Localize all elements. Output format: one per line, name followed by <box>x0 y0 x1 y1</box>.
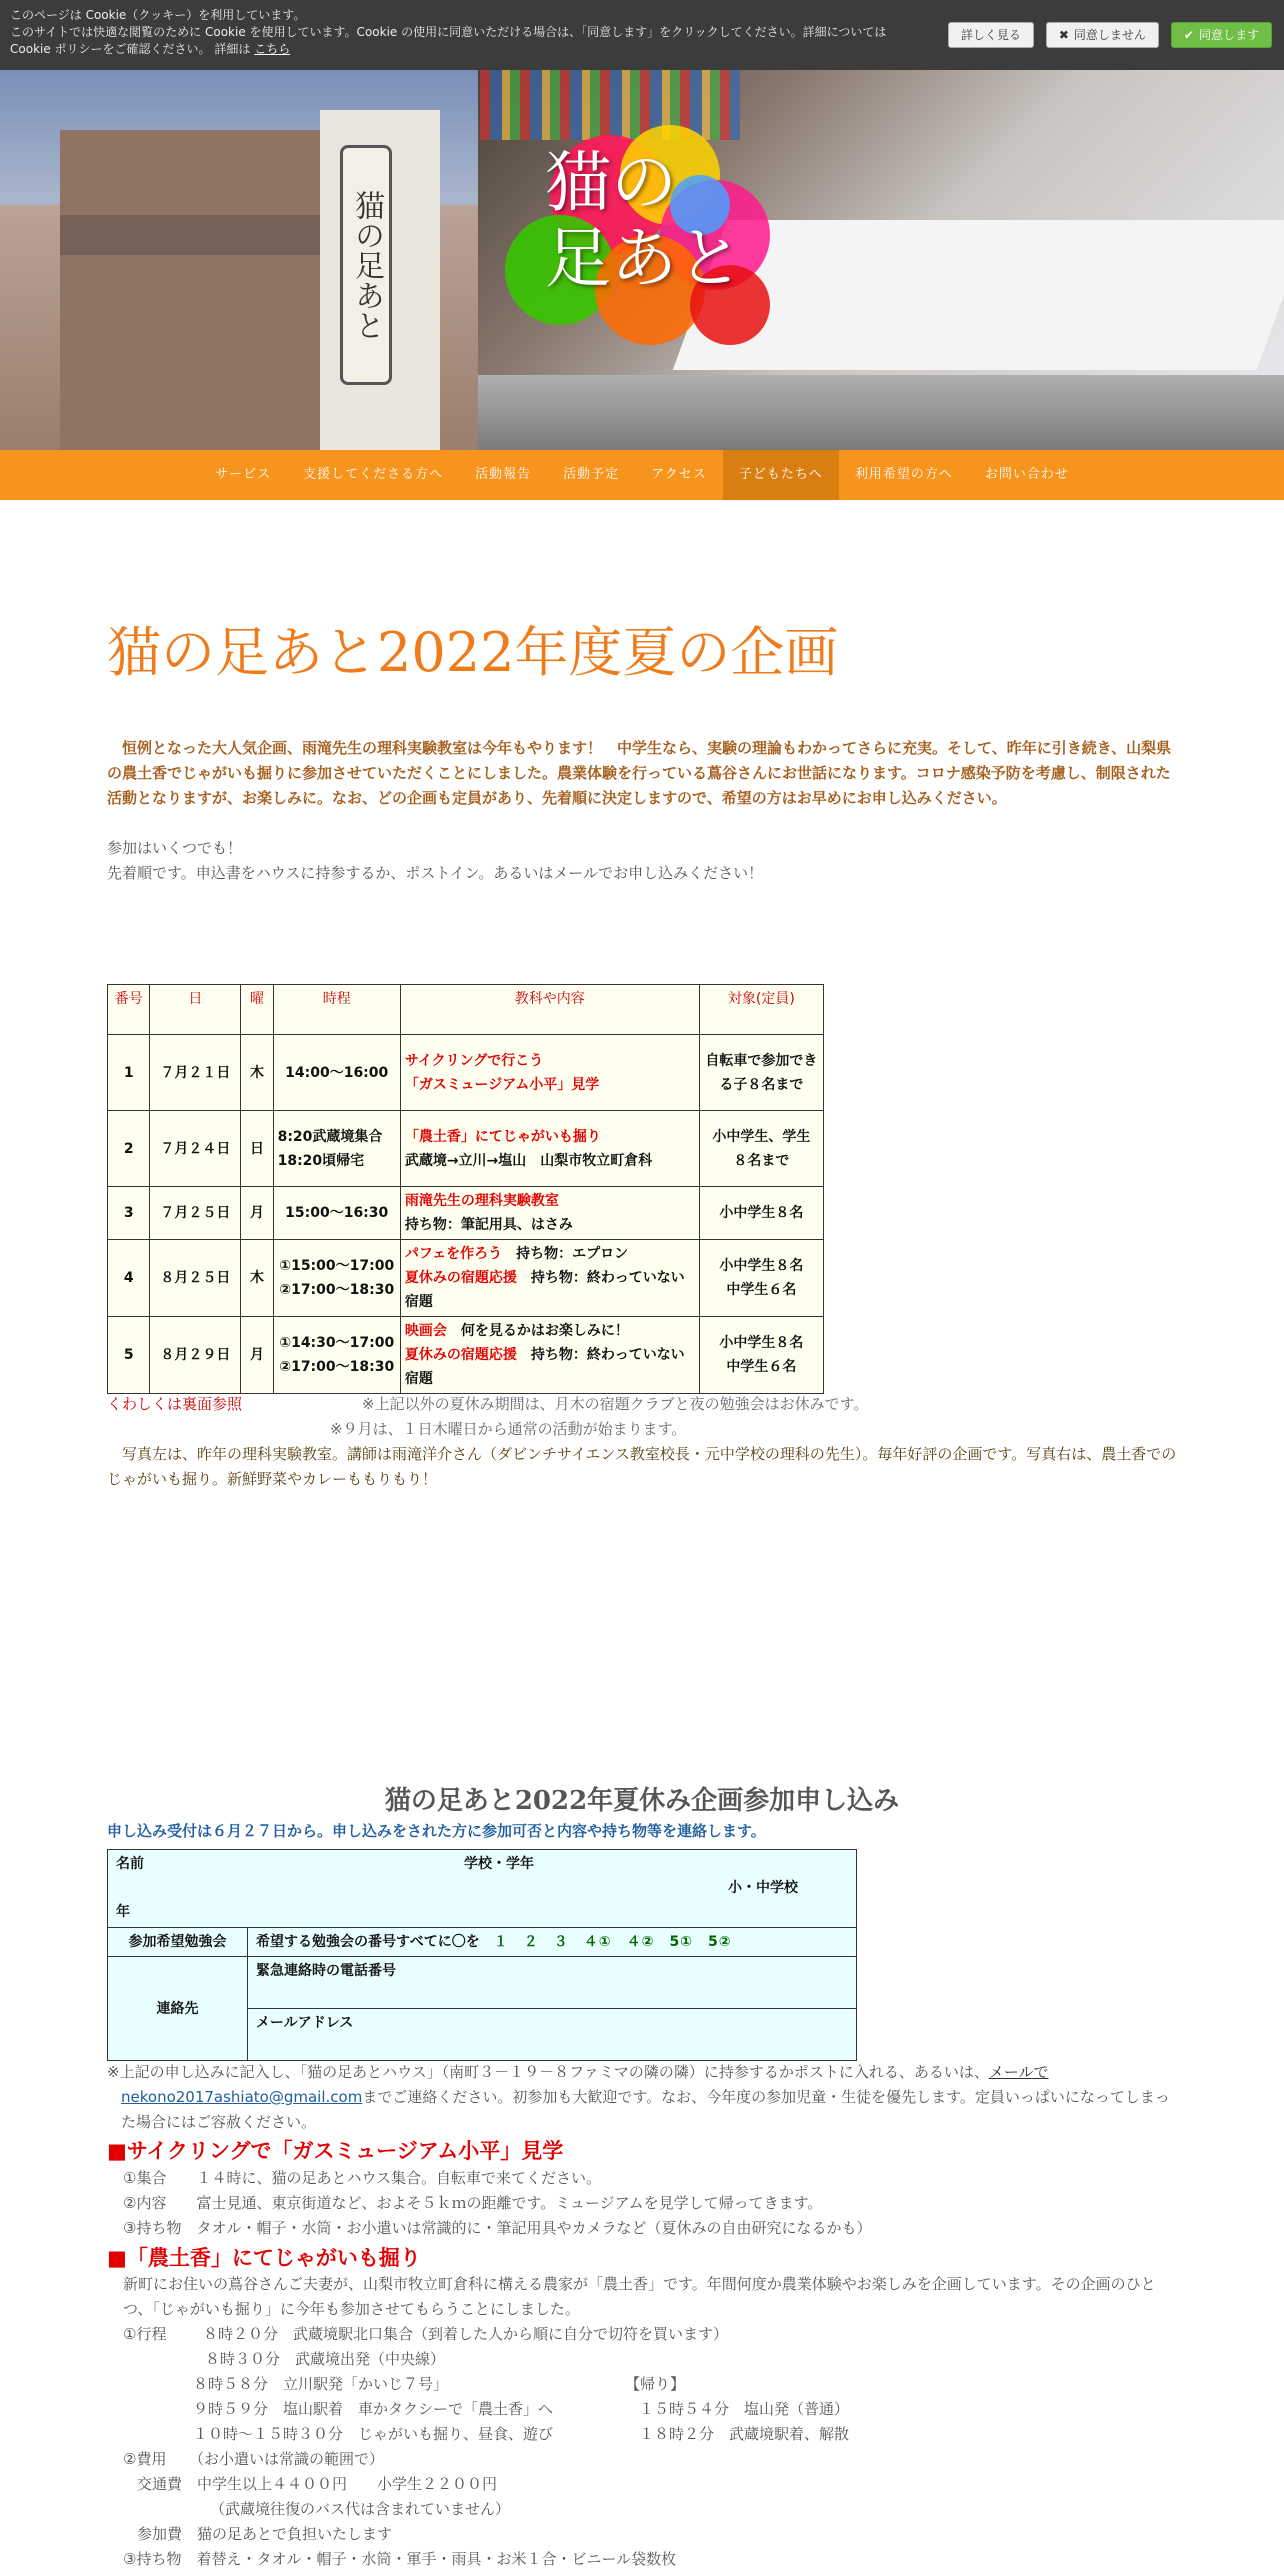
row-time-2: ②17:00～18:30 <box>279 1282 395 1298</box>
nav-item-reports[interactable]: 活動報告 <box>475 467 532 482</box>
row-time <box>273 1317 400 1394</box>
nav-item-schedule[interactable]: 活動予定 <box>563 467 620 482</box>
page-title: 猫の足あと2022年度夏の企画 <box>107 621 839 684</box>
row-time-1: 8:20武蔵境集合 <box>277 1128 383 1145</box>
row-content-title-2: 夏休みの宿題応援 <box>404 1270 517 1286</box>
row-date: ７月２５日 <box>150 1187 241 1240</box>
row-dow: 月 <box>241 1317 273 1394</box>
form-row-phone <box>108 1957 857 2009</box>
cost-3: 参加費 猫の足あとで負担いたします <box>137 2525 393 2543</box>
email-link-text[interactable]: メールで <box>988 2063 1049 2081</box>
row-no: 5 <box>108 1317 150 1394</box>
row-date: ８月２５日 <box>150 1240 241 1317</box>
form-name-cell[interactable] <box>108 1850 857 1928</box>
cookie-line2: このサイトでは快適な閲覧のために Cookie を使用しています。Cookie の使用に同意いただける場合は、「同意します」をクリックしてください。詳細については Cookie ポリシーをご確認ください。 詳細は <box>10 25 887 56</box>
form-name-label: 名前 <box>116 1856 144 1872</box>
row-content <box>400 1111 699 1187</box>
row-content <box>400 1317 699 1394</box>
col-header-target: 対象(定員) <box>699 985 823 1035</box>
col-header-time: 時程 <box>273 985 400 1035</box>
intro-paragraph: 恒例となった大人気企画、雨滝先生の理科実験教室は今年もやります！ 中学生なら、実験の理論もわかってさらに充実。そして、昨年に引き続き、山梨県の農土香でじゃがいも掘りに参加させていただくことにしました。農業体験を行っている蔦谷さんにお世話になります。コロナ感染予防を考慮し、制限された活動となりますが、お楽しみに。なお、どの企画も定員があり、先着順に決定しますので、希望の方はお早めにお申し込みください。 <box>107 739 1172 807</box>
table-row <box>108 1317 824 1394</box>
row-target: 自転車で参加できる子８名まで <box>699 1035 823 1111</box>
intro-line-2: 先着順です。申込書をハウスに持参するか、ポストイン。あるいはメールでお申し込みください！ <box>107 864 764 882</box>
row-time-1: 15:00～16:30 <box>285 1205 389 1221</box>
cookie-decline-label: 同意しません <box>1073 28 1146 42</box>
row-content-title: 雨滝先生の理科実験教室 <box>404 1193 559 1209</box>
row-content-title: 映画会 <box>404 1323 447 1339</box>
row-content-detail: 武蔵境→立川→塩山 山梨市牧立町倉科 <box>404 1152 653 1169</box>
intro-line-1: 参加はいくつでも！ <box>107 839 243 857</box>
nav-item-access[interactable]: アクセス <box>651 467 707 482</box>
row-time <box>273 1187 400 1240</box>
cookie-more-button[interactable] <box>948 22 1034 48</box>
form-wish-label: 参加希望勉強会 <box>108 1928 248 1957</box>
row-content <box>400 1035 699 1111</box>
col-header-dow: 曜 <box>241 985 273 1035</box>
row-content-title: パフェを作ろう <box>404 1246 503 1262</box>
cookie-banner <box>0 0 1284 70</box>
table-row <box>108 1111 824 1187</box>
row-target <box>699 1317 823 1394</box>
return-1: １５時５４分 塩山発（普通） <box>639 2400 850 2418</box>
form-year-label: 年 <box>116 1904 130 1920</box>
nav-item-services[interactable]: サービス <box>215 467 272 482</box>
cookie-line1: このページは Cookie（クッキー）を利用しています。 <box>10 8 306 22</box>
summer-note-2: ※９月は、１日木曜日から通常の活動が始まります。 <box>330 1420 687 1438</box>
return-label: 【帰り】 <box>625 2375 686 2393</box>
row-dow: 月 <box>241 1187 273 1240</box>
form-note: 申し込み受付は６月２７日から。申し込みをされた方に参加可否と内容や持ち物等を連絡します。 <box>107 1822 766 1840</box>
nav-item-contact[interactable]: お問い合わせ <box>984 467 1069 482</box>
row-target: 小中学生８名 <box>699 1187 823 1240</box>
nav-item-supporters[interactable]: 支援してくださる方へ <box>303 467 444 482</box>
row-no: 4 <box>108 1240 150 1317</box>
itinerary-5: １０時～１５時３０分 じゃがいも掘り、昼食、遊び <box>193 2425 554 2443</box>
potato-intro: 新町にお住いの蔦谷さんご夫妻が、山梨市牧立町倉科に構える農家が「農土香」です。年間何度か農業体験やお楽しみを企画しています。その企画のひとつ、「じゃがいも掘り」に今年も参加させてもらうことにしました。 <box>123 2275 1156 2318</box>
row-time-1: ①14:30～17:00 <box>279 1335 395 1351</box>
email-address-link[interactable]: nekono2017ashiato@gmail.com <box>121 2088 363 2106</box>
row-time <box>273 1035 400 1111</box>
return-2: １８時２分 武蔵境駅着、解散 <box>639 2425 850 2443</box>
itinerary-label: ①行程 <box>123 2325 167 2343</box>
itinerary-2: ８時３０分 武蔵境出発（中央線） <box>205 2350 446 2368</box>
form-email-cell[interactable] <box>248 2009 857 2061</box>
row-target <box>699 1111 823 1187</box>
cookie-more-label: 詳しく見る <box>960 28 1021 42</box>
row-content-detail-2: 持ち物：終わっていない宿題 <box>404 1347 685 1387</box>
row-time-2: ②17:00～18:30 <box>279 1359 395 1375</box>
building-sign: 猫の足あと <box>340 145 392 385</box>
row-target-2: 中学生６名 <box>726 1359 797 1375</box>
row-content-title: 「農土香」にてじゃがいも掘り <box>404 1128 601 1145</box>
cookie-accept-label: 同意します <box>1198 28 1259 42</box>
row-target <box>699 1240 823 1317</box>
items-line: ③持ち物 着替え・タオル・帽子・水筒・軍手・雨具・お米１合・ビニール袋数枚 <box>123 2550 677 2568</box>
row-content-detail: 何を見るかはお楽しみに！ <box>446 1323 629 1339</box>
submit-note <box>107 2060 1182 2135</box>
application-form-table <box>107 1849 857 2061</box>
row-time-2: 18:20頃帰宅 <box>277 1152 365 1169</box>
row-target-1: 小中学生８名 <box>719 1335 804 1351</box>
form-wish-numbers: １ ２ ３ ４① ４② 5① 5② <box>493 1934 732 1950</box>
check-icon: ✔ <box>1183 28 1194 42</box>
row-content-detail: 持ち物：筆記用具、はさみ <box>404 1217 573 1233</box>
cookie-accept-button[interactable] <box>1171 22 1272 48</box>
table-row <box>108 1240 824 1317</box>
col-header-date: 日 <box>150 985 241 1035</box>
row-dow: 木 <box>241 1035 273 1111</box>
form-phone-label: 緊急連絡時の電話番号 <box>256 1963 396 1979</box>
cycling-line-1: ①集合 １４時に、猫の足あとハウス集合。自転車で来てください。 <box>123 2169 602 2187</box>
schedule-table <box>107 984 824 1394</box>
nav-item-users[interactable]: 利用希望の方へ <box>854 467 953 482</box>
cost-1: 交通費 中学生以上４４００円 小学生２２００円 <box>137 2475 498 2493</box>
itinerary-3: ８時５８分 立川駅発「かいじ７号」 <box>193 2375 449 2393</box>
schedule-header-row <box>108 985 824 1035</box>
row-dow: 日 <box>241 1111 273 1187</box>
cycling-line-2: ②内容 富士見通、東京街道など、およそ５ｋｍの距離です。ミュージアムを見学して帰ってきます。 <box>123 2194 823 2212</box>
row-content-detail: 持ち物：エプロン <box>502 1246 629 1262</box>
main-navigation <box>0 450 1284 500</box>
row-target-1: 小中学生８名 <box>719 1258 804 1274</box>
row-target-2: ８名まで <box>733 1152 790 1169</box>
form-row-wish <box>108 1928 857 1957</box>
row-no: 2 <box>108 1111 150 1187</box>
col-header-no: 番号 <box>108 985 150 1035</box>
table-row <box>108 1035 824 1111</box>
row-content <box>400 1240 699 1317</box>
header-banner <box>0 70 1284 450</box>
form-wish-text: 希望する勉強会の番号すべてに〇を <box>256 1934 480 1950</box>
row-content-title: サイクリングで行こう <box>404 1052 544 1069</box>
close-icon: ✖ <box>1058 28 1069 42</box>
floor-cat-photo <box>478 375 1284 450</box>
submit-note-b: までご連絡ください。初参加も大歓迎です。なお、今年度の参加児童・生徒を優先します。定員いっぱいになってしまった場合にはご容赦ください。 <box>121 2088 1170 2131</box>
summer-note-1: ※上記以外の夏休み期間は、月木の宿題クラブと夜の勉強会はお休みです。 <box>362 1395 869 1413</box>
back-page-note: くわしくは裏面参照 <box>107 1395 243 1413</box>
potato-heading: ■「農土香」にてじゃがいも掘り <box>107 2246 421 2270</box>
row-content <box>400 1187 699 1240</box>
cost-2: （武蔵境往復のバス代は含まれていません） <box>210 2500 511 2518</box>
row-no: 3 <box>108 1187 150 1240</box>
building-photo <box>0 70 478 450</box>
cost-label: ②費用 （お小遣いは常識の範囲で） <box>123 2450 384 2468</box>
cookie-text <box>10 7 930 58</box>
submit-note-a: ※上記の申し込みに記入し、「猫の足あとハウス」（南町３－１９－８ファミマの隣の隣）に持参するかポストに入れる、あるいは、 <box>107 2063 989 2081</box>
row-date: ７月２４日 <box>150 1111 241 1187</box>
row-target-1: 小中学生、学生 <box>712 1128 811 1145</box>
itinerary-4: ９時５９分 塩山駅着 車かタクシーで「農土香」へ <box>193 2400 554 2418</box>
photo-note: 写真左は、昨年の理科実験教室。講師は雨滝洋介さん（ダビンチサイエンス教室校長・元中学校の理科の先生）。毎年好評の企画です。写真右は、農土香でのじゃがいも掘り。新鮮野菜やカレーももりもり！ <box>107 1445 1177 1488</box>
col-header-content: 教科や内容 <box>400 985 699 1035</box>
form-school-type: 小・中学校 <box>728 1880 798 1896</box>
row-content-detail-2: 持ち物：終わっていない宿題 <box>404 1270 685 1310</box>
form-wish-cell[interactable] <box>248 1928 857 1957</box>
row-no: 1 <box>108 1035 150 1111</box>
row-content-title-2: 夏休みの宿題応援 <box>404 1347 517 1363</box>
row-time <box>273 1240 400 1317</box>
row-time-1: 14:00～16:00 <box>285 1064 389 1081</box>
cycling-heading: ■サイクリングで「ガスミュージアム小平」見学 <box>107 2139 564 2163</box>
row-date: ７月２１日 <box>150 1035 241 1111</box>
form-contact-label: 連絡先 <box>108 1957 248 2061</box>
nav-item-for-kids[interactable]: 子どもたちへ <box>723 450 839 500</box>
form-title: 猫の足あと2022年夏休み企画参加申し込み <box>384 1786 900 1816</box>
form-school-label: 学校・学年 <box>464 1856 534 1872</box>
row-date: ８月２９日 <box>150 1317 241 1394</box>
row-time-1: ①15:00～17:00 <box>279 1258 395 1274</box>
logo-line2: 足あと <box>545 220 743 297</box>
table-row <box>108 1187 824 1240</box>
form-row-name <box>108 1850 857 1928</box>
logo-line1: 猫の <box>545 144 677 221</box>
row-content-subtitle: 「ガスミュージアム小平」見学 <box>404 1076 600 1093</box>
form-email-label: メールアドレス <box>256 2015 354 2031</box>
itinerary-1: ８時２０分 武蔵境駅北口集合（到着した人から順に自分で切符を買います） <box>203 2325 729 2343</box>
cycling-line-3: ③持ち物 タオル・帽子・水筒・お小遣いは常識的に・筆記用具やカメラなど（夏休みの自由研究になるかも） <box>123 2219 872 2237</box>
row-dow: 木 <box>241 1240 273 1317</box>
cookie-policy-link[interactable]: こちら <box>254 42 291 56</box>
cookie-decline-button[interactable] <box>1046 22 1159 48</box>
row-time <box>273 1111 400 1187</box>
row-target-2: 中学生６名 <box>726 1282 797 1298</box>
form-phone-cell[interactable] <box>248 1957 857 2009</box>
logo-text <box>545 145 743 297</box>
